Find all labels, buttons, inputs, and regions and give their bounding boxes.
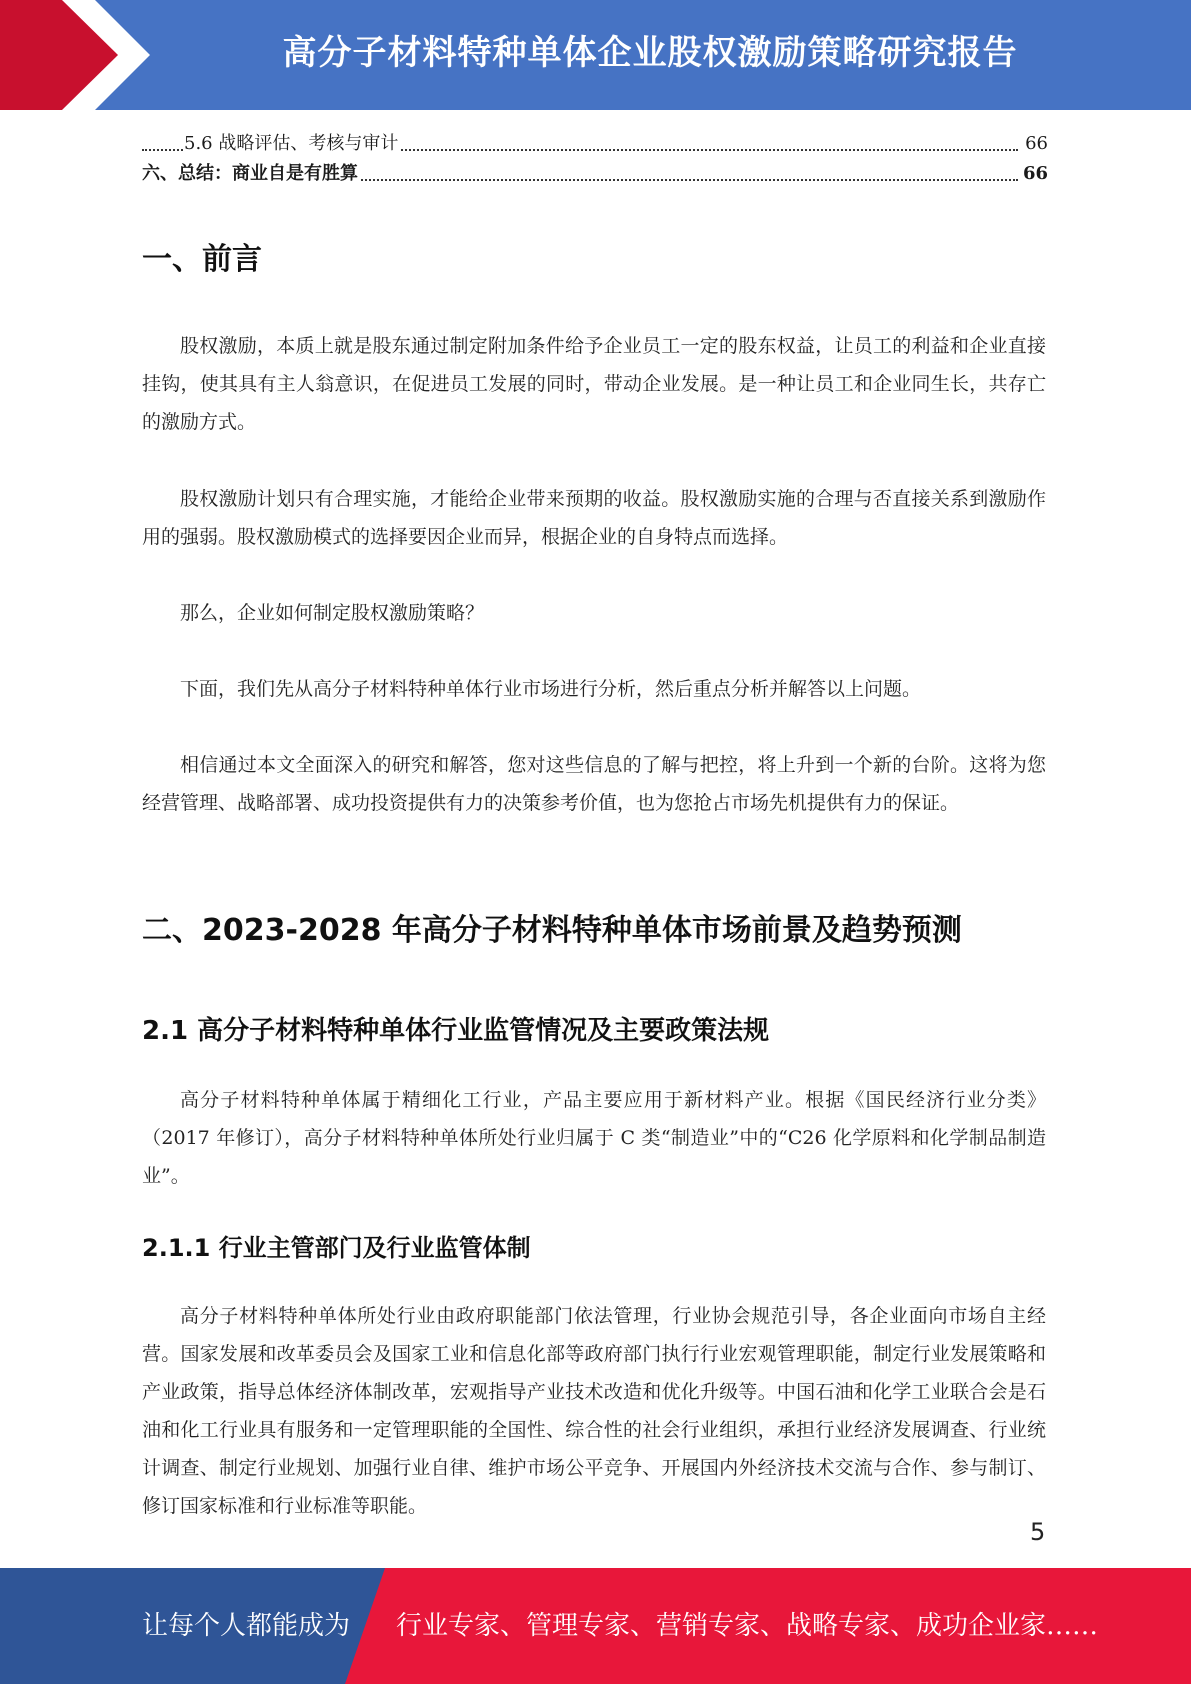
report-title: 高分子材料特种单体企业股权激励策略研究报告: [282, 33, 1018, 73]
paragraph: 下面，我们先从高分子材料特种单体行业市场进行分析，然后重点分析并解答以上问题。: [180, 678, 922, 700]
paragraph: 股权激励计划只有合理实施，才能给企业带来预期的收益。股权激励实施的合理与否直接关系到激励作用的强弱。股权激励模式的选择要因企业而异，根据企业的自身特点而选择。: [142, 488, 1046, 548]
section-heading-2-1: 2.1 高分子材料特种单体行业监管情况及主要政策法规: [142, 1016, 770, 1046]
footer-slogan-left: 让每个人都能成为: [142, 1611, 351, 1641]
toc-entry-page: 66: [1025, 133, 1048, 154]
page-header: [0, 0, 1191, 110]
paragraph: 高分子材料特种单体属于精细化工行业，产品主要应用于新材料产业。根据《国民经济行业分类》（2017 年修订），高分子材料特种单体所处行业归属于 C 类“制造业”中的“C26 化学原料和化学制品制造业”。: [142, 1089, 1046, 1187]
paragraph: 相信通过本文全面深入的研究和解答，您对这些信息的了解与把控，将上升到一个新的台阶。这将为您经营管理、战略部署、成功投资提供有力的决策参考价值，也为您抢占市场先机提供有力的保证。: [142, 754, 1046, 814]
footer-slogan-right: 行业专家、管理专家、营销专家、战略专家、成功企业家……: [396, 1611, 1099, 1641]
section-heading-2: 二、2023-2028 年高分子材料特种单体市场前景及趋势预测: [142, 913, 962, 948]
toc-entry[interactable]: [142, 159, 1048, 189]
section-heading-2-1-1: 2.1.1 行业主管部门及行业监管体制: [142, 1234, 531, 1262]
paragraph: 高分子材料特种单体所处行业由政府职能部门依法管理，行业协会规范引导，各企业面向市场自主经营。国家发展和改革委员会及国家工业和信息化部等政府部门执行行业宏观管理职能，制定行业发展策略和产业政策，指导总体经济体制改革，宏观指导产业技术改造和优化升级等。中国石油和化学工业联合会是石油和化工行业具有服务和一定管理职能的全国性、综合性的社会行业组织，承担行业经济发展调查、行业统计调查、制定行业规划、加强行业自律、维护市场公平竞争、开展国内外经济技术交流与合作、参与制订、修订国家标准和行业标准等职能。: [142, 1305, 1046, 1517]
toc-entry-label: 5.6 战略评估、考核与审计: [184, 129, 400, 159]
toc-entry[interactable]: [142, 129, 1048, 159]
paragraph: 那么，企业如何制定股权激励策略？: [180, 602, 485, 624]
section-heading-intro: 一、前言: [142, 242, 262, 277]
header-chevron-decoration: [0, 0, 160, 110]
page-number: 5: [1030, 1518, 1046, 1546]
page-footer: [0, 1568, 1191, 1684]
paragraph: 股权激励，本质上就是股东通过制定附加条件给予企业员工一定的股东权益，让员工的利益和企业直接挂钩，使其具有主人翁意识，在促进员工发展的同时，带动企业发展。是一种让员工和企业同生长，共存亡的激励方式。: [142, 335, 1046, 433]
toc-entry-page: 66: [1022, 163, 1048, 184]
toc-entry-label: 六、总结：商业自是有胜算: [142, 159, 360, 189]
